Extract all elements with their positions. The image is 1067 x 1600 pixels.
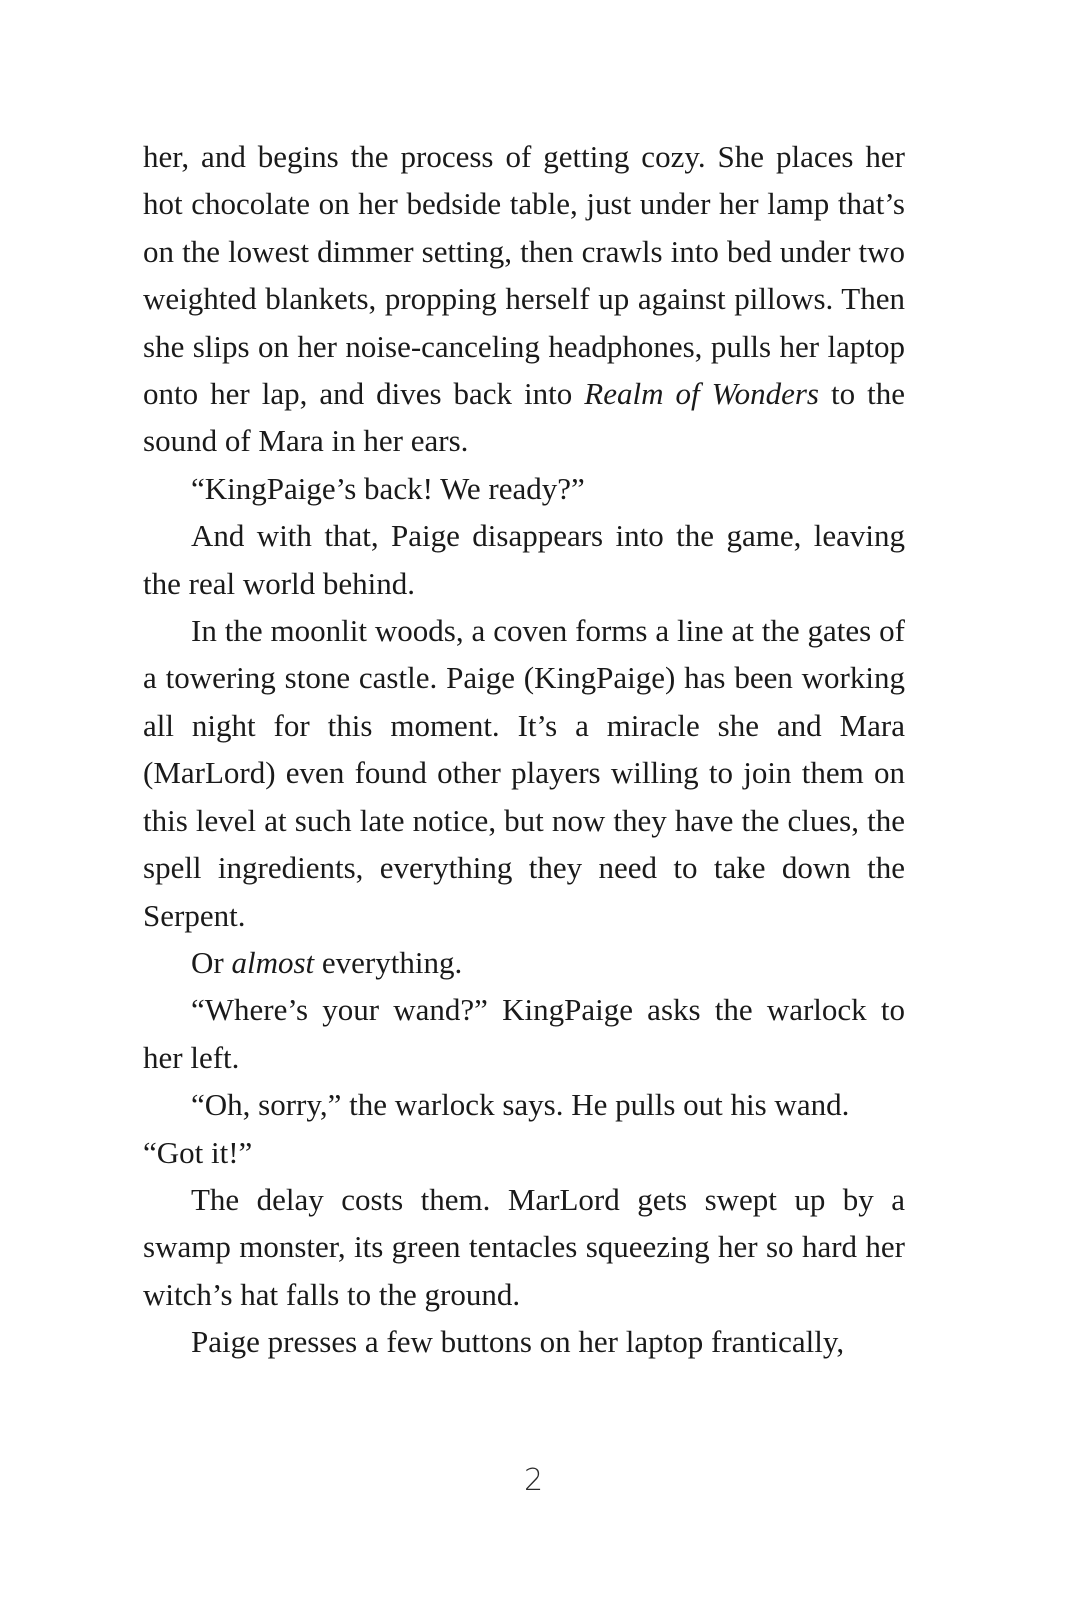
body-text <box>143 133 905 1366</box>
paragraph-5 <box>143 939 905 986</box>
book-title-italic: Realm of Wonders <box>584 376 819 412</box>
paragraph-5-text-b: everything. <box>314 944 463 980</box>
paragraph-2: “KingPaige’s back! We ready?” <box>191 470 585 506</box>
paragraph-5-text-a: Or <box>191 944 232 980</box>
paragraph-10: Paige presses a few buttons on her laptop frantically, <box>191 1324 845 1360</box>
paragraph-1 <box>143 133 905 465</box>
paragraph-1-text-b: to the sound of Mara in her ears. <box>143 376 905 459</box>
paragraph-3: And with that, Paige disappears into the game, leaving the real world behind. <box>143 518 905 601</box>
paragraph-6: “Where’s your wand?” KingPaige asks the warlock to her left. <box>143 992 905 1075</box>
paragraph-4: In the moonlit woods, a coven forms a line at the gates of a towering stone castle. Paige (KingPaige) has been working all night for this moment. It’s a miracle she and Mara (MarLord) even found other players willing to join them on this level at such late notice, but now they have the clues, the spell ingredients, everything they need to take down the Serpent. <box>143 613 905 933</box>
emphasis-italic: almost <box>231 944 315 980</box>
paragraph-9: The delay costs them. MarLord gets swept up by a swamp monster, its green tentacles squeezing her so hard her witch’s hat falls to the ground. <box>143 1181 905 1312</box>
page-number: 2 <box>523 1463 544 1498</box>
paragraph-7: “Oh, sorry,” the warlock says. He pulls out his wand. <box>191 1087 850 1123</box>
paragraph-8: “Got it!” <box>143 1134 253 1170</box>
paragraph-1-text-a: her, and begins the process of getting cozy. She places her hot chocolate on her bedside table, just under her lamp that’s on the lowest dimmer setting, then crawls into bed under two weighted blankets, propping herself up against pillows. Then she slips on her noise-canceling headphones, pulls her laptop onto her lap, and dives back into <box>143 139 905 412</box>
